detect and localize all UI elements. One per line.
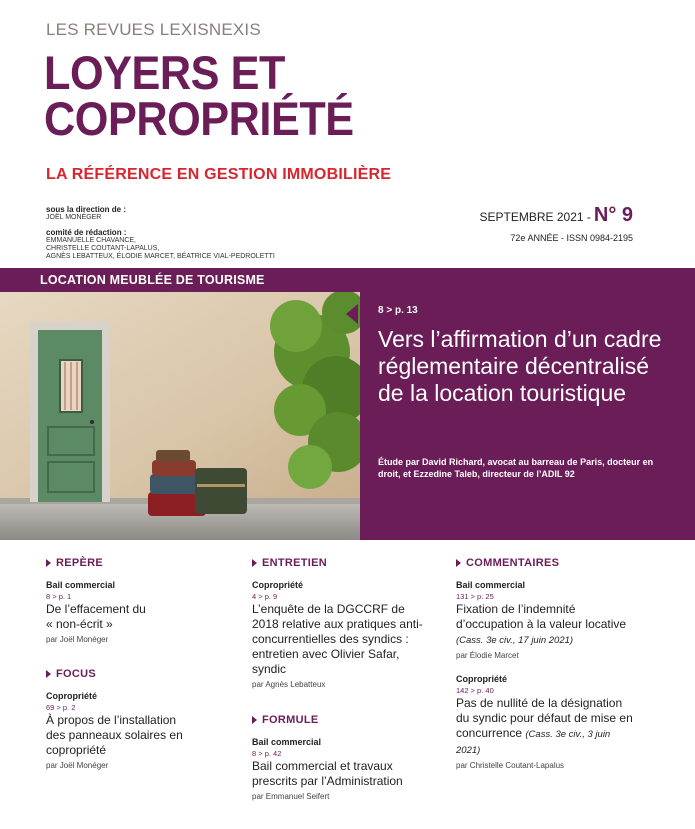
section-head-commentaires: COMMENTAIRES — [456, 557, 646, 569]
article-ref: 142 > p. 40 — [456, 686, 494, 695]
article-author: par Joël Monéger — [46, 761, 109, 770]
article-title[interactable]: Bail commercial et travaux prescrits par l’Administration — [252, 759, 403, 788]
section-commentaires — [456, 557, 646, 770]
article-title-text: Pas de nullité de la désignation du syndic pour défaut de mise en concurrence — [456, 696, 633, 740]
hero-image — [0, 292, 360, 540]
hero-section-label: LOCATION MEUBLÉE DE TOURISME — [40, 273, 265, 287]
article-title[interactable]: À propos de l’installation des panneaux solaires en copropriété — [46, 713, 183, 757]
list-item[interactable] — [456, 674, 646, 770]
issue-info — [480, 204, 634, 227]
article-author: par Emmanuel Seifert — [252, 792, 330, 801]
article-ref: 69 > p. 2 — [46, 703, 76, 712]
section-entretien — [252, 557, 432, 689]
list-item[interactable] — [252, 737, 432, 801]
direction-name: JOËL MONÉGER — [46, 214, 102, 221]
article-category: Copropriété — [252, 580, 304, 590]
journal-subtitle: LA RÉFÉRENCE EN GESTION IMMOBILIÈRE — [46, 166, 392, 183]
triangle-bullet-icon — [456, 559, 461, 567]
article-category: Copropriété — [46, 691, 98, 701]
article-title[interactable]: L’enquête de la DGCCRF de 2018 relative aux pratiques anti-concurrentielles des syndics : entretien avec Olivier Safar, syndic — [252, 602, 423, 676]
hero-headline[interactable]: Vers l’affirmation d’un cadre réglementaire décentralisé de la location touristique — [378, 326, 662, 406]
issue-date: SEPTEMBRE 2021 - — [479, 210, 591, 224]
list-item[interactable] — [252, 580, 432, 689]
triangle-bullet-icon — [46, 559, 51, 567]
section-formule — [252, 714, 432, 801]
section-head-formule: FORMULE — [252, 714, 432, 726]
article-ref: 8 > p. 42 — [252, 749, 282, 758]
article-title-text: Fixation de l’indemnité d’occupation à la valeur locative — [456, 602, 627, 631]
triangle-bullet-icon — [252, 716, 257, 724]
article-title[interactable]: De l’effacement du « non-écrit » — [46, 602, 146, 631]
article-ref: 131 > p. 25 — [456, 592, 494, 601]
section-head-entretien: ENTRETIEN — [252, 557, 432, 569]
issue-number: N° 9 — [593, 204, 633, 226]
article-ref: 4 > p. 9 — [252, 592, 278, 601]
comite-label: comité de rédaction : — [46, 228, 127, 237]
hero-byline: Étude par David Richard, avocat au barreau de Paris, docteur en droit, et Ezzedine Taleb, directeur de l’ADIL 92 — [378, 457, 654, 479]
section-head-focus: FOCUS — [46, 668, 206, 680]
list-item[interactable] — [46, 691, 206, 770]
triangle-bullet-icon — [46, 670, 51, 678]
article-title[interactable] — [456, 696, 636, 758]
article-author: par Joël Monéger — [46, 635, 109, 644]
article-category: Bail commercial — [46, 580, 116, 590]
brand-name: LES REVUES LEXISNEXIS — [46, 20, 261, 39]
article-ref: 8 > p. 1 — [46, 592, 72, 601]
hero-pageref: 8 > p. 13 — [378, 305, 418, 316]
list-item[interactable] — [46, 580, 226, 644]
article-category: Bail commercial — [252, 737, 322, 747]
article-author: par Élodie Marcet — [456, 651, 519, 660]
comite-name: EMMANUELLE CHAVANCE, — [46, 237, 136, 244]
issue-subline: 72e ANNÉE - ISSN 0984-2195 — [510, 233, 633, 243]
comite-name: CHRISTELLE COUTANT-LAPALUS, — [46, 245, 160, 252]
list-item[interactable] — [456, 580, 646, 660]
journal-title — [44, 46, 354, 145]
article-title[interactable] — [456, 602, 636, 648]
section-repere — [46, 557, 226, 644]
comite-name: AGNÈS LEBATTEUX, ÉLODIE MARCET, BÉATRICE VIAL-PEDROLETTI — [46, 253, 275, 260]
article-category: Copropriété — [456, 674, 508, 684]
journal-title-line2: COPROPRIÉTÉ — [44, 92, 354, 145]
article-author: par Agnès Lebatteux — [252, 680, 326, 689]
article-author: par Christelle Coutant-Lapalus — [456, 761, 565, 770]
article-citation: (Cass. 3e civ., 3 juin 2021) — [456, 729, 611, 756]
article-category: Bail commercial — [456, 580, 526, 590]
hero-notch — [346, 304, 358, 324]
section-head-repere: REPÈRE — [46, 557, 226, 569]
journal-title-line1: LOYERS ET — [44, 46, 285, 99]
triangle-bullet-icon — [252, 559, 257, 567]
section-focus — [46, 668, 206, 770]
article-citation: (Cass. 3e civ., 17 juin 2021) — [456, 635, 574, 646]
direction-label: sous la direction de : — [46, 205, 127, 214]
